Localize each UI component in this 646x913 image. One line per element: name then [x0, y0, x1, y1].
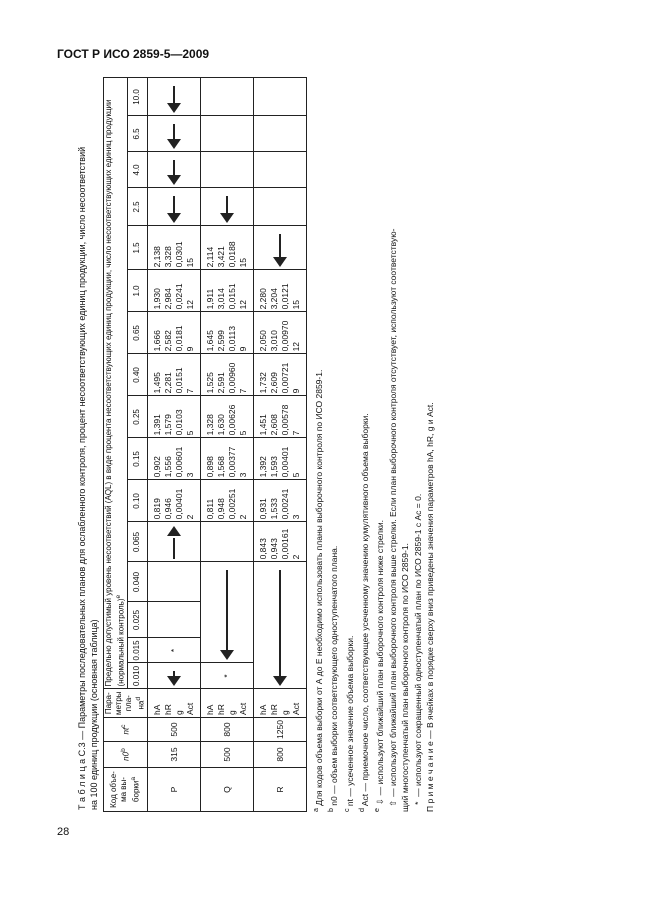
head-n0: n0$^b$ — [104, 742, 148, 768]
arrow-left-icon — [205, 190, 249, 223]
star-icon: * — [412, 801, 423, 805]
value-cell: 2,114 3,421 0,0188 15 — [200, 226, 253, 270]
head-code: Код объе-ма вы-борки$^a$ — [104, 768, 148, 812]
arrow-left-icon — [152, 190, 196, 223]
table-note: П р и м е ч а н и е — В ячейках в порядке сверху вниз приведены значения параметров hA, hR, g и Act. — [425, 402, 436, 812]
row-n0: 800 — [253, 742, 306, 768]
caption-line-1: Т а б л и ц а С.3 — Параметры последовательных планов для ослабленного контроля, процент несоответствующих единиц продукции, число несоответствий — [77, 146, 87, 810]
arrow-left-icon — [152, 665, 196, 686]
row-code: R — [253, 768, 306, 812]
empty-cell — [147, 562, 200, 602]
arrow-cell — [147, 116, 200, 152]
star-mark: * — [200, 663, 253, 689]
head-nt: $nt^c$ — [104, 718, 148, 742]
footnote-a: $^a$ Для кодов объема выборки от А до Е необходимо использовать планы выборочного контроля по ИСО 2859-1. — [312, 369, 324, 812]
aql-100: 10.0 — [127, 78, 147, 116]
footnote-d: $^d$ Act — приемочное число, соответствующее усеченному значению кумулятивного объема выборки. — [357, 413, 370, 812]
row-code: P — [147, 768, 200, 812]
arrow-cell — [200, 188, 253, 226]
arrow-down-icon: ⇩ — [375, 798, 386, 806]
value-cell: 2,280 3,204 0,0121 15 — [253, 270, 306, 312]
aql-40: 4.0 — [127, 152, 147, 188]
empty-cell — [200, 152, 253, 188]
table-row — [200, 78, 253, 812]
row-nt: 1250 — [253, 718, 306, 742]
arrow-cell — [147, 188, 200, 226]
value-cell: 2,050 3,010 0,00970 12 — [253, 312, 306, 354]
arrow-cell — [147, 663, 200, 689]
footnote-c: $^c$ nt — усеченное значение объема выборки. — [342, 635, 355, 812]
arrow-cell — [253, 226, 306, 270]
value-cell: 1,666 2,582 0,0181 9 — [147, 312, 200, 354]
arrow-cell — [253, 562, 306, 689]
value-cell: 1,451 2,608 0,00578 7 — [253, 396, 306, 438]
aql-025: 0.25 — [127, 396, 147, 438]
empty-cell — [200, 522, 253, 562]
aql-15: 1.5 — [127, 226, 147, 270]
value-cell: 0,843 0,943 0,00161 2 — [253, 522, 306, 562]
value-cell: 0,898 1,568 0,00377 3 — [200, 438, 253, 480]
row-nt: 800 — [200, 718, 253, 742]
page-number: 28 — [57, 826, 70, 838]
arrow-up-icon: ⇧ — [387, 799, 398, 807]
empty-cell — [253, 116, 306, 152]
aql-0065: 0.065 — [127, 522, 147, 562]
caption-line-2: на 100 единиц продукции (основная таблица) — [89, 619, 99, 810]
arrow-left-icon — [205, 564, 249, 660]
row-params: hA hR g Act — [200, 689, 253, 718]
arrow-left-icon — [152, 80, 196, 113]
empty-cell — [200, 78, 253, 116]
aql-25: 2.5 — [127, 188, 147, 226]
head-aql: Предельно допустимый уровень несоответствий (AQL) в виде процента несоответствующих единиц продукции, число несоответствующих единиц продукции (нормальный контроль)$^e$ — [104, 78, 128, 689]
empty-cell — [147, 602, 200, 638]
value-cell: 1,732 2,609 0,00721 9 — [253, 354, 306, 396]
head-param: Пара-метры пла-$на^d$ — [104, 689, 148, 718]
footnote-e3: щий многоступенчатый план выборочного контроля по ИСО 2859-1. — [400, 543, 411, 812]
aql-0015: 0.015 — [127, 638, 147, 663]
table-row — [253, 78, 306, 812]
value-cell: 1,525 2,591 0,00960 7 — [200, 354, 253, 396]
footnotes — [310, 77, 437, 812]
value-cell: 1,391 1,579 0,0103 5 — [147, 396, 200, 438]
value-cell: 1,645 2,599 0,0113 9 — [200, 312, 253, 354]
arrow-cell — [147, 522, 200, 562]
arrow-cell — [147, 78, 200, 116]
arrow-cell — [200, 562, 253, 663]
value-cell: 1,911 3,014 0,0151 12 — [200, 270, 253, 312]
footnote-e2: ⇧ — используют ближайший план выборочного контроля выше стрелки. Если план выборочного контроля отсутствует, используют соответствую- — [387, 228, 398, 807]
sampling-plan-table — [103, 77, 307, 812]
value-cell: 1,392 1,593 0,00401 5 — [253, 438, 306, 480]
aql-65: 6.5 — [127, 116, 147, 152]
empty-cell — [253, 188, 306, 226]
value-cell: 1,328 1,630 0,00626 5 — [200, 396, 253, 438]
arrow-cell — [147, 152, 200, 188]
aql-10: 1.0 — [127, 270, 147, 312]
value-cell: 0,902 1,556 0,00601 3 — [147, 438, 200, 480]
aql-040: 0.40 — [127, 354, 147, 396]
rotated-table-block — [73, 72, 436, 812]
aql-0025: 0.025 — [127, 602, 147, 638]
row-params: hA hR g Act — [253, 689, 306, 718]
aql-0010: 0.010 — [127, 663, 147, 689]
value-cell: 0,811 0,948 0,00251 2 — [200, 480, 253, 522]
value-cell: 1,930 2,984 0,0241 12 — [147, 270, 200, 312]
empty-cell — [200, 116, 253, 152]
arrow-left-icon — [258, 228, 302, 267]
empty-cell — [253, 152, 306, 188]
row-params: hA hR g Act — [147, 689, 200, 718]
footnote-e1: $^e$ ⇩ — используют ближайший план выборочного контроля ниже стрелки. — [373, 520, 386, 812]
footnote-e4: * — используют сокращенный одноступенчатый план по ИСО 2859-1 с Ac = 0. — [412, 77, 425, 812]
arrow-left-icon — [258, 564, 302, 686]
footnote-b: $^b$ n0 — объем выборки соответствующего одноступенчатого плана. — [327, 545, 340, 812]
value-cell: 2,138 3,328 0,0301 15 — [147, 226, 200, 270]
page-header: ГОСТ Р ИСО 2859-5—2009 — [57, 47, 210, 61]
table-row — [147, 78, 200, 812]
aql-015: 0.15 — [127, 438, 147, 480]
empty-cell — [253, 78, 306, 116]
arrow-left-icon — [152, 118, 196, 149]
row-code: Q — [200, 768, 253, 812]
row-n0: 500 — [200, 742, 253, 768]
value-cell: 0,819 0,946 0,00401 2 — [147, 480, 200, 522]
value-cell: 1,495 2,281 0,0151 7 — [147, 354, 200, 396]
aql-065: 0.65 — [127, 312, 147, 354]
arrow-right-icon — [152, 524, 196, 559]
table-caption — [76, 90, 100, 810]
aql-010: 0.10 — [127, 480, 147, 522]
star-mark: * — [147, 638, 200, 663]
row-n0: 315 — [147, 742, 200, 768]
arrow-left-icon — [152, 154, 196, 185]
aql-0040: 0.040 — [127, 562, 147, 602]
row-nt: 500 — [147, 718, 200, 742]
value-cell: 0,931 1,533 0,00241 3 — [253, 480, 306, 522]
